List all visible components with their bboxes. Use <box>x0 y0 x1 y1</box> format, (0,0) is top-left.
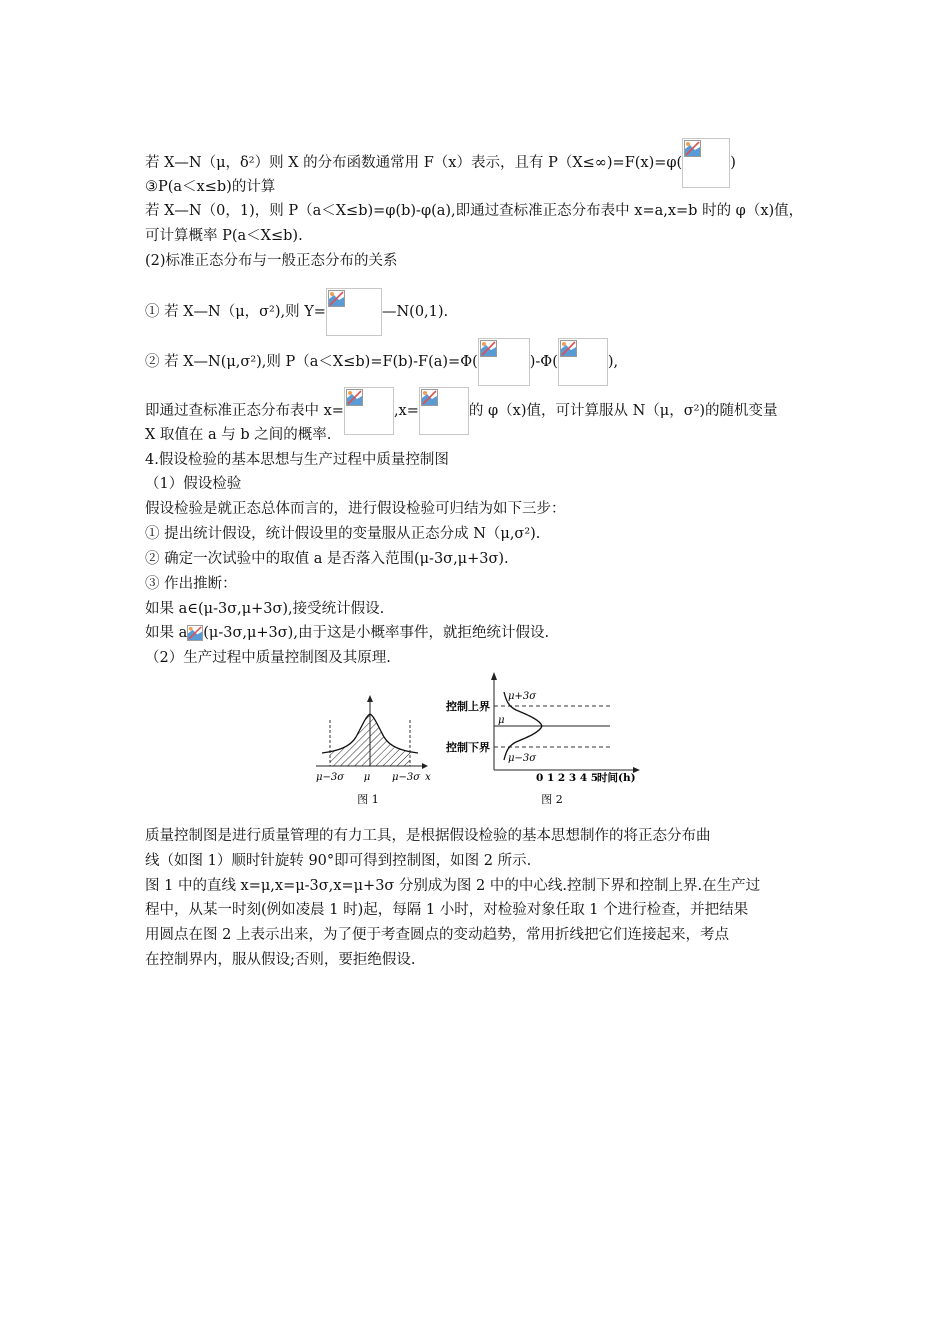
broken-image-icon <box>346 389 363 406</box>
line-text: (μ-3σ,μ+3σ),由于这是小概率事件，就拒绝统计假设. <box>203 625 550 641</box>
axis-label-x: x <box>425 772 431 783</box>
line-text: 用圆点在图 2 上表示出来，为了便于考查圆点的变动趋势，常用折线把它们连接起来，考点 <box>145 927 729 943</box>
line-text: 如果 a <box>145 625 188 641</box>
line-text: 线（如图 1）顺时针旋转 90°即可得到控制图，如图 2 所示. <box>145 853 532 869</box>
center-curve-label: μ <box>498 715 505 726</box>
line-text: 假设检验是就正态总体而言的，进行假设检验可归结为如下三步： <box>145 501 566 517</box>
figure-caption: 图 2 <box>541 793 563 806</box>
text-line <box>145 499 566 519</box>
line-text: ① 提出统计假设，统计假设里的变量服从正态分成 N（μ,σ²). <box>145 526 541 542</box>
upper-control-label: 控制上界 <box>446 700 490 713</box>
text-line <box>145 549 509 569</box>
line-text: （1）假设检验 <box>145 476 242 492</box>
line-text: 程中，从某一时刻(例如凌晨 1 时)起，每隔 1 小时，对检验对象任取 1 个进行检查，并把结果 <box>145 902 749 918</box>
y-axis-arrow-icon <box>367 695 373 702</box>
text-line <box>145 524 540 544</box>
broken-image-icon <box>328 290 345 307</box>
line-text: 4.假设检验的基本思想与生产过程中质量控制图 <box>145 452 449 468</box>
line-text: ,x= <box>393 403 419 419</box>
text-line <box>145 599 384 619</box>
broken-image-placeholder <box>187 625 203 641</box>
line-text: 图 1 中的直线 x=μ,x=μ-3σ,x=μ+3σ 分别成为图 2 中的中心线.控制下界和控制上界.在生产过 <box>145 878 761 894</box>
line-text: 即通过查标准正态分布表中 x= <box>145 403 344 419</box>
lower-curve-label: μ−3σ <box>508 753 537 764</box>
line-text: )-Φ( <box>529 354 558 370</box>
text-line <box>145 574 237 594</box>
text-line <box>145 177 275 197</box>
text-line <box>145 226 303 246</box>
line-text: 可计算概率 P(a＜X≤b). <box>145 228 303 244</box>
figure-2-graphic <box>432 668 647 810</box>
broken-image-icon <box>187 625 203 641</box>
tick-label-right: μ−3σ <box>391 772 421 783</box>
x-axis-arrow-icon <box>422 763 428 769</box>
line-text: 若 X—N（μ，δ²）则 X 的分布函数通常用 F（x）表示，且有 P（X≤∞)=F(x)=φ( <box>145 155 683 171</box>
x-axis-label: 时间(h) <box>597 772 636 784</box>
text-line <box>145 201 803 221</box>
line-text: （2）生产过程中质量控制图及其原理. <box>145 650 391 666</box>
text-line <box>145 900 748 920</box>
broken-image-placeholder <box>558 338 608 386</box>
line-text: 质量控制图是进行质量管理的有力工具，是根据假设检验的基本思想制作的将正态分布曲 <box>145 828 711 844</box>
upper-curve-label: μ+3σ <box>508 691 537 702</box>
line-text: ), <box>607 354 619 370</box>
tick-label-left: μ−3σ <box>315 772 345 783</box>
text-line <box>145 876 760 896</box>
text-line <box>145 251 398 271</box>
text-line <box>145 474 241 494</box>
line-text: ③P(a＜x≤b)的计算 <box>145 179 276 195</box>
figure-1-graphic <box>310 690 440 812</box>
broken-image-icon <box>684 140 701 157</box>
text-line <box>145 648 391 668</box>
text-line <box>145 623 549 643</box>
broken-image-icon <box>421 389 438 406</box>
line-text: ② 确定一次试验中的取值 a 是否落入范围(μ-3σ,μ+3σ). <box>145 551 509 567</box>
figure-caption: 图 1 <box>357 793 379 806</box>
broken-image-icon <box>480 340 497 357</box>
line-text: ) <box>730 155 736 171</box>
text-line <box>145 950 416 970</box>
broken-image-placeholder <box>326 288 382 336</box>
text-line <box>145 925 729 945</box>
line-text: —N(0,1). <box>381 304 449 320</box>
figure-2 <box>432 668 647 810</box>
line-text: ② 若 X—N(μ,σ²),则 P（a＜X≤b)=F(b)-F(a)=Φ( <box>145 354 478 370</box>
broken-image-icon <box>560 340 577 357</box>
tick-label-mid: μ <box>363 772 371 783</box>
line-text: 的 φ（x)值，可计算服从 N（μ，σ²)的随机变量 <box>468 403 778 419</box>
line-text: X 取值在 a 与 b 之间的概率. <box>145 427 332 443</box>
text-line <box>145 826 711 846</box>
line-text: ③ 作出推断： <box>145 576 237 592</box>
line-text: ① 若 X—N（μ，σ²),则 Y= <box>145 304 326 320</box>
broken-image-placeholder <box>344 387 394 435</box>
x-tick-labels: 0 1 2 3 4 5 <box>536 772 599 784</box>
broken-image-placeholder <box>478 338 530 386</box>
line-text: 若 X—N（0，1)，则 P（a＜X≤b)=φ(b)-φ(a),即通过查标准正态分布表中 x=a,x=b 时的 φ（x)值， <box>145 203 804 219</box>
line-text: (2)标准正态分布与一般正态分布的关系 <box>145 253 398 269</box>
y-axis-arrow-icon <box>491 672 497 680</box>
line-text: 在控制界内，服从假设;否则，要拒绝假设. <box>145 952 416 968</box>
broken-image-placeholder <box>419 387 469 435</box>
figure-1 <box>310 690 440 812</box>
text-line <box>145 851 531 871</box>
text-line <box>145 450 449 470</box>
text-line <box>145 425 331 445</box>
lower-control-label: 控制下界 <box>446 741 490 754</box>
broken-image-placeholder <box>682 138 730 188</box>
line-text: 如果 a∈(μ-3σ,μ+3σ),接受统计假设. <box>145 601 385 617</box>
text-line <box>145 338 618 386</box>
text-line <box>145 288 448 336</box>
